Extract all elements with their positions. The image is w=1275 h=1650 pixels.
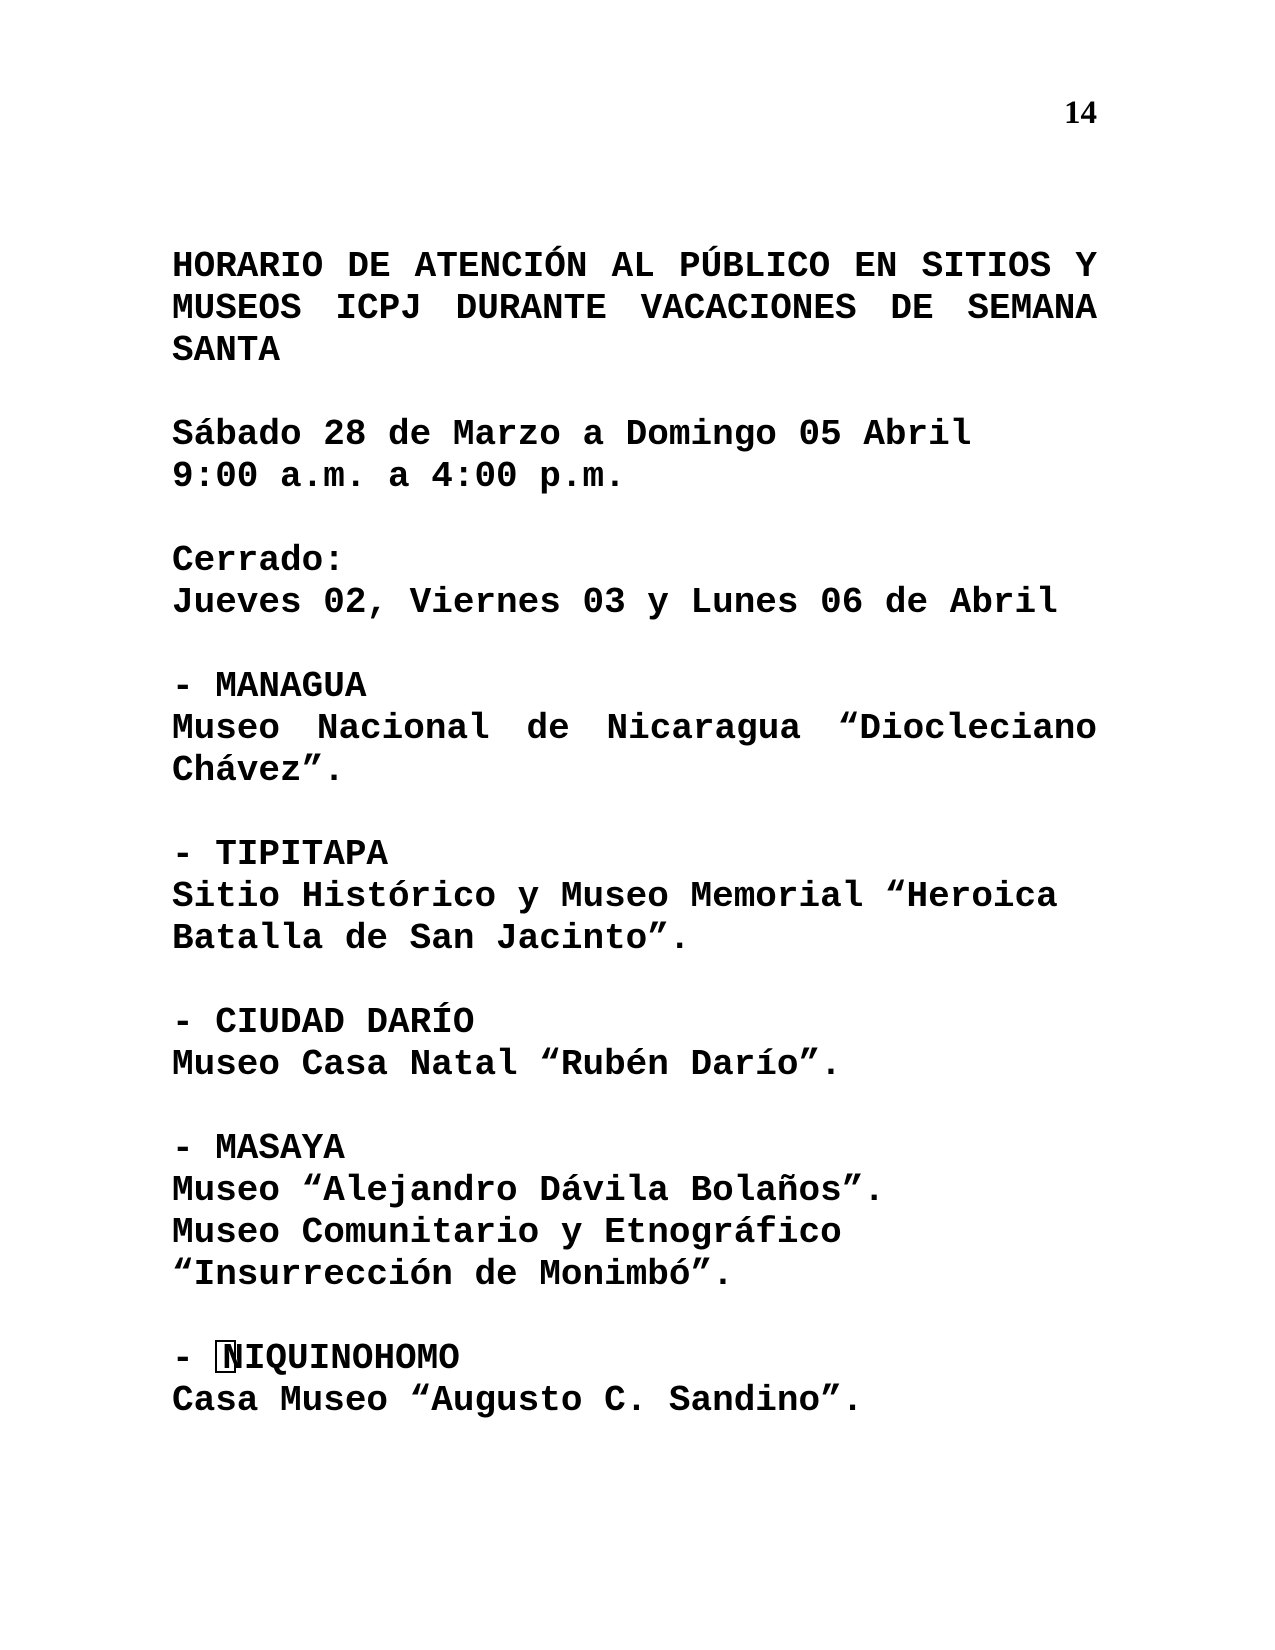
location-museum-line: Sitio Histórico y Museo Memorial “Heroica [172,876,1058,917]
location-city: - TIPITAPA [172,834,389,875]
location-city [172,1338,1097,1380]
location-museum-line: Museo Casa Natal “Rubén Darío”. [172,1044,842,1085]
location-niquinohomo [172,1338,1097,1422]
closed-label: Cerrado: [172,540,345,581]
location-museum-line: Casa Museo “Augusto C. Sandino”. [172,1380,864,1421]
location-museum-line: Museo Comunitario y Etnográfico [172,1212,842,1253]
location-city: - MASAYA [172,1128,345,1169]
location-city: - MANAGUA [172,666,367,707]
location-museum-line: Museo Nacional de Nicaragua “Diocleciano [172,708,1097,749]
location-museum-line: Chávez”. [172,750,345,791]
location-museum-line: “Insurrección de Monimbó”. [172,1254,734,1295]
location-tipitapa [172,834,1097,960]
location-city: - CIUDAD DARÍO [172,1002,475,1043]
location-ciudad-dario [172,1002,1097,1086]
text-block [172,246,1097,1464]
location-masaya [172,1128,1097,1296]
location-city-prefix: - [172,1338,216,1379]
location-managua [172,666,1097,792]
location-museum-line: Museo “Alejandro Dávila Bolaños”. [172,1170,885,1211]
location-city-name: NIQUINOHOMO [222,1338,460,1379]
schedule-dates: Sábado 28 de Marzo a Domingo 05 Abril [172,414,972,455]
schedule-paragraph [172,414,1097,498]
title-line-2: MUSEOS ICPJ DURANTE VACACIONES DE SEMANA [172,288,1097,329]
document-title [172,246,1097,372]
title-line-1: HORARIO DE ATENCIÓN AL PÚBLICO EN SITIOS Y [172,246,1097,287]
closed-dates: Jueves 02, Viernes 03 y Lunes 06 de Abril [172,582,1058,623]
location-museum-line: Batalla de San Jacinto”. [172,918,691,959]
page-number: 14 [1064,95,1097,131]
closed-paragraph [172,540,1097,624]
title-line-3: SANTA [172,330,281,371]
schedule-hours: 9:00 a.m. a 4:00 p.m. [172,456,626,497]
